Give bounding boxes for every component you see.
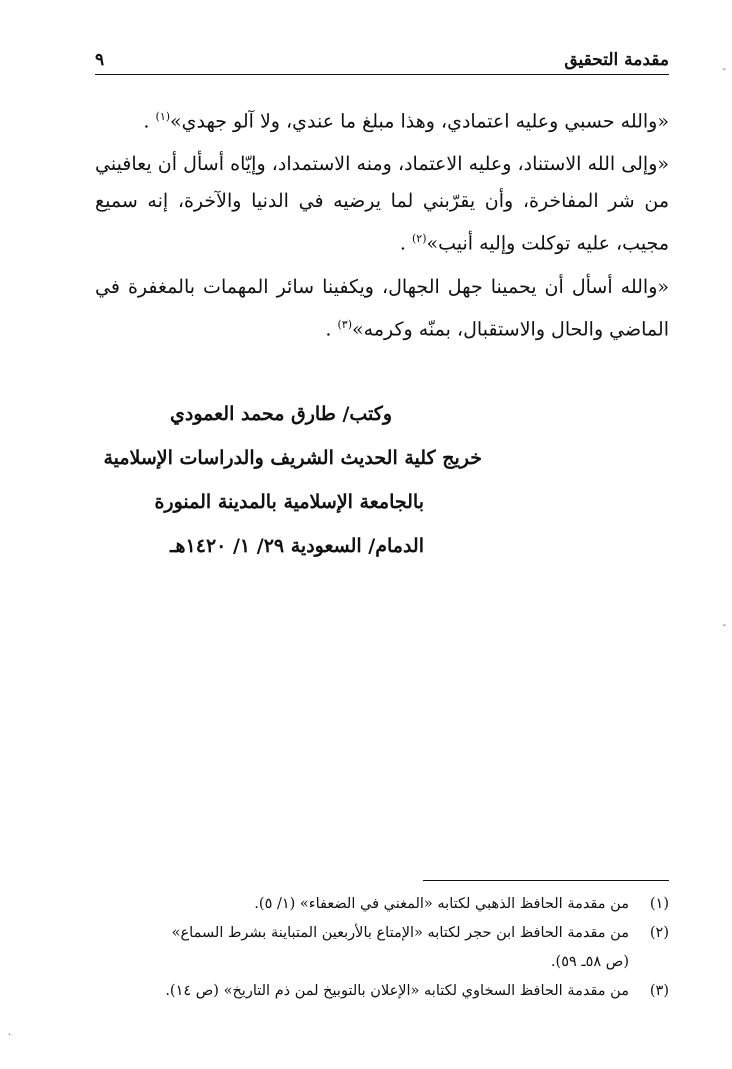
signature-place-date: الدمام/ السعودية ٢٩/ ١/ ١٤٢٠هـ: [169, 535, 424, 557]
paragraph-3-end: .: [325, 317, 332, 340]
footnote-ref-3: (٣): [337, 317, 353, 331]
signature-author: وكتب/ طارق محمد العمودي: [170, 403, 392, 425]
footnotes: [95, 890, 669, 1006]
scan-mark: ·: [8, 1030, 12, 1041]
signature-degree: خريج كلية الحديث الشريف والدراسات الإسلامية: [103, 447, 482, 469]
paragraph-3: [95, 269, 669, 348]
footnote-number: (٣): [649, 983, 669, 999]
footnote-divider: [423, 880, 669, 881]
paragraph-2-text: «وإلى الله الاستناد، وعليه الاعتماد، ومنه الاستمداد، وإيّاه أسأل أن يعافيني من شر المفاخرة، وأن يقرّبني لما يرضيه في الدنيا والآخرة، إنه سميع مجيب، عليه توكلت وإليه أنيب»: [95, 153, 669, 255]
page-number: ٩: [95, 50, 105, 70]
paragraph-2-end: .: [399, 232, 406, 255]
footnote-3: [95, 977, 669, 1006]
paragraph-3-text: «والله أسأل أن يحمينا جهل الجهال، ويكفينا سائر المهمات بالمغفرة في الماضي والحال والاستقبال، بمنّه وكرمه»: [95, 275, 669, 340]
signature-university: بالجامعة الإسلامية بالمدينة المنورة: [154, 491, 424, 513]
body-text: [95, 98, 669, 354]
footnote-text: من مقدمة الحافظ الذهبي لكتابه «المغني في الضعفاء» (١/ ٥).: [254, 896, 629, 912]
paragraph-1-end: .: [143, 110, 150, 133]
signature-block: [62, 392, 482, 568]
footnote-number: (٢): [649, 925, 669, 941]
footnote-text: من مقدمة الحافظ ابن حجر لكتابه «الإمتاع بالأربعين المتباينة بشرط السماع»: [171, 925, 629, 941]
paragraph-1-text: «والله حسبي وعليه اعتمادي، وهذا مبلغ ما عندي، ولا آلو جهدي»: [170, 110, 669, 133]
paragraph-2: [95, 146, 669, 262]
footnote-1: [95, 890, 669, 919]
footnote-2: [95, 919, 669, 948]
page-header: [95, 44, 669, 75]
footnote-2-continuation: (ص ٥٨ـ ٥٩).: [550, 954, 629, 970]
footnote-ref-2: (٢): [411, 232, 427, 246]
paragraph-1: [95, 98, 669, 140]
scan-mark: -: [722, 620, 726, 631]
footnote-number: (١): [649, 896, 669, 912]
footnote-ref-1: (١): [155, 110, 171, 123]
running-title: مقدمة التحقيق: [564, 50, 669, 70]
footnote-text: من مقدمة الحافظ السخاوي لكتابه «الإعلان بالتوبيخ لمن ذم التاريخ» (ص ١٤).: [165, 983, 629, 999]
scan-mark: -: [722, 64, 726, 75]
